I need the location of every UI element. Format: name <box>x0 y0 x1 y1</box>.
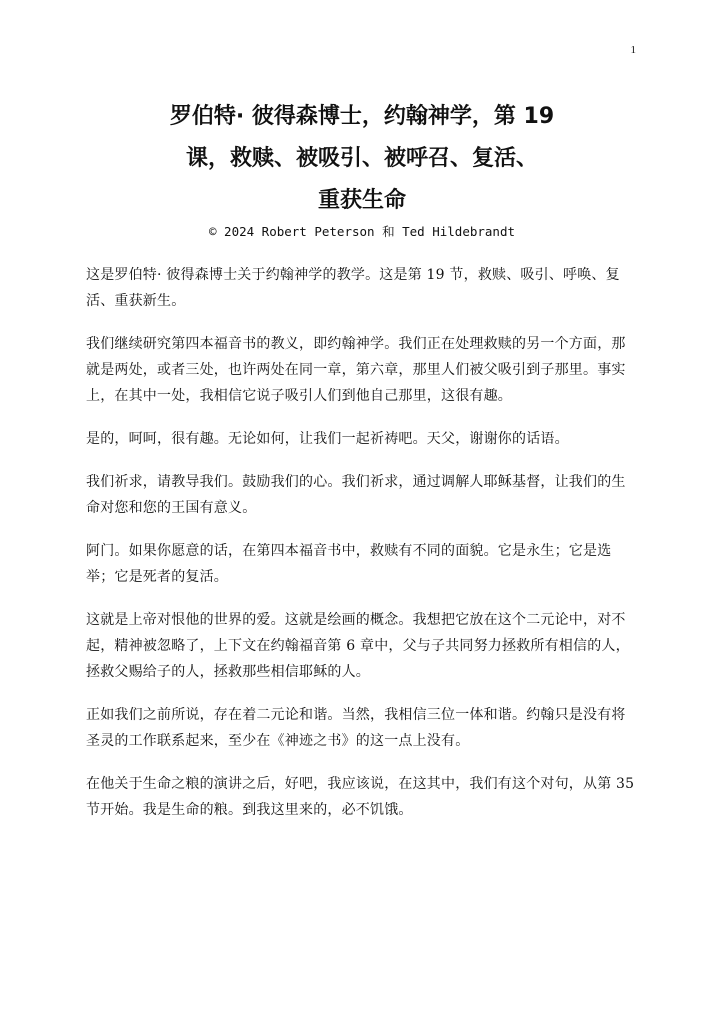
title-line: 罗伯特· 彼得森博士，约翰神学，第 19 <box>169 104 555 129</box>
paragraph: 在他关于生命之粮的演讲之后，好吧，我应该说，在这其中，我们有这个对句，从第 35 节开始。我是生命的粮。到我这里来的，必不饥饿。 <box>86 776 635 818</box>
paragraph: 阿门。如果你愿意的话，在第四本福音书中，救赎有不同的面貌。它是永生；它是选举；它是死者的复活。 <box>86 543 612 585</box>
paragraph: 是的，呵呵，很有趣。无论如何，让我们一起祈祷吧。天父，谢谢你的话语。 <box>86 431 569 447</box>
title-line: 课，救赎、被吸引、被呼召、复活、 <box>185 146 538 171</box>
paragraph: 这是罗伯特· 彼得森博士关于约翰神学的教学。这是第 19 节，救赎、吸引、呼唤、复活、重获新生。 <box>86 267 620 309</box>
paragraph: 这就是上帝对恨他的世界的爱。这就是绘画的概念。我想把它放在这个二元论中，对不起，精神被忽略了，上下文在约翰福音第 6 章中，父与子共同努力拯救所有相信的人，拯救父赐给子的人，拯救那些相信耶稣的人。 <box>86 612 630 680</box>
title-line: 重获生命 <box>317 188 406 213</box>
document-title <box>86 96 638 222</box>
copyright-notice: © 2024 Robert Peterson 和 Ted Hildebrandt <box>209 224 515 239</box>
paragraph: 我们祈求，请教导我们。鼓励我们的心。我们祈求，通过调解人耶稣基督，让我们的生命对您和您的王国有意义。 <box>86 474 626 516</box>
paragraph: 我们继续研究第四本福音书的教义，即约翰神学。我们正在处理救赎的另一个方面，那就是两处，或者三处，也许两处在同一章，第六章，那里人们被父吸引到子那里。事实上，在其中一处，我相信它说子吸引人们到他自己那里，这很有趣。 <box>86 336 626 404</box>
page-number: 1 <box>630 44 636 56</box>
body-text <box>86 262 638 840</box>
paragraph: 正如我们之前所说，存在着二元论和谐。当然，我相信三位一体和谐。约翰只是没有将圣灵的工作联系起来，至少在《神迹之书》的这一点上没有。 <box>86 707 626 749</box>
